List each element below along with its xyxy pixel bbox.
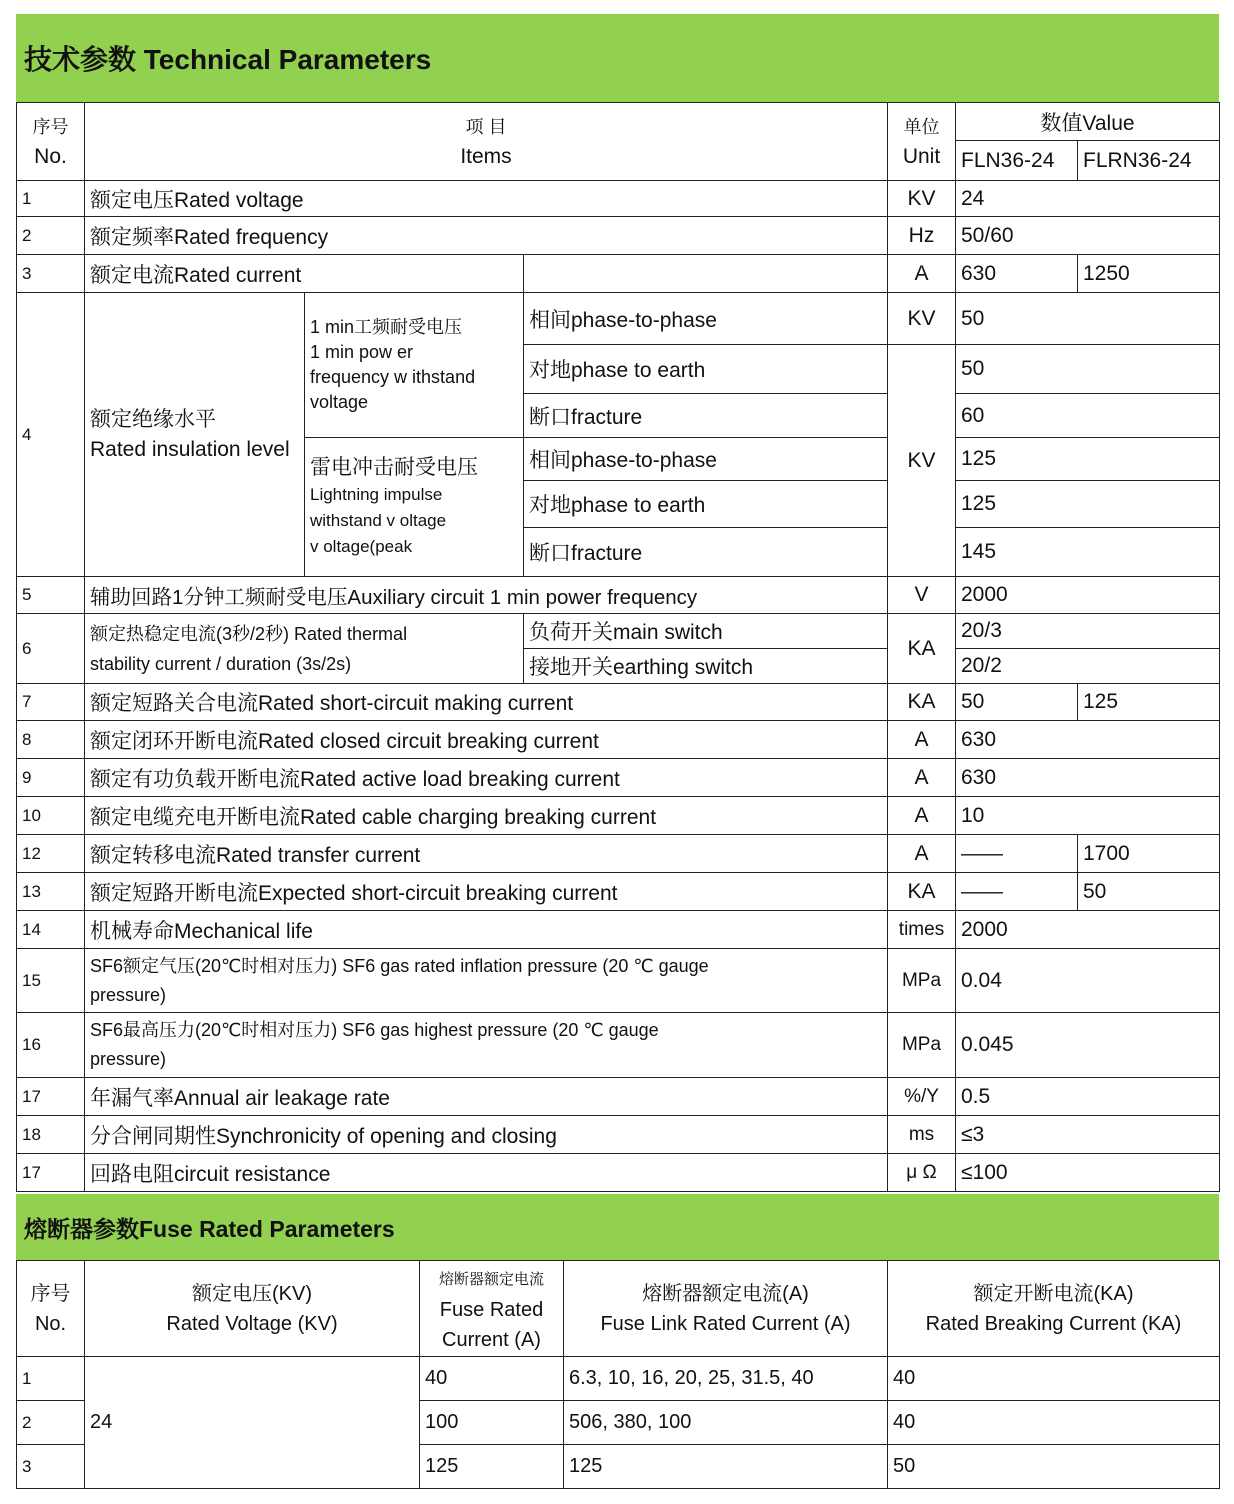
row-value: ≤3 <box>956 1116 1220 1154</box>
header-model-flrn: FLRN36-24 <box>1078 141 1220 181</box>
row-item: 额定频率Rated frequency <box>85 217 888 255</box>
row-value: 145 <box>956 528 1220 577</box>
table-row <box>17 577 1220 614</box>
row-item: SF6额定气压(20℃时相对压力) SF6 gas rated inflation pressure (20 ℃ gauge pressure) <box>85 949 888 1013</box>
row-value: 630 <box>956 721 1220 759</box>
row-voltage: 24 <box>85 1357 420 1489</box>
row-unit: A <box>888 759 956 797</box>
row-no: 13 <box>17 873 85 911</box>
table-row <box>17 181 1220 217</box>
row-unit: A <box>888 797 956 835</box>
row-no: 7 <box>17 684 85 721</box>
row-item: 额定电流Rated current <box>85 255 524 293</box>
row-no: 9 <box>17 759 85 797</box>
row-value: 10 <box>956 797 1220 835</box>
row-fuse-link: 506, 380, 100 <box>564 1401 888 1445</box>
row-value: 2000 <box>956 577 1220 614</box>
row-unit: KA <box>888 873 956 911</box>
row-unit: %/Y <box>888 1078 956 1116</box>
row-unit: KV <box>888 345 956 577</box>
table-row <box>17 614 1220 649</box>
row-unit: times <box>888 911 956 949</box>
header-no: 序号 No. <box>17 103 85 181</box>
header-model-fln: FLN36-24 <box>956 141 1078 181</box>
header-breaking-current: 额定开断电流(KA) Rated Breaking Current (KA) <box>888 1261 1220 1357</box>
table-row <box>17 949 1220 1013</box>
row-unit: KV <box>888 181 956 217</box>
row-value-fln: —— <box>956 873 1078 911</box>
row-fuse-link: 6.3, 10, 16, 20, 25, 31.5, 40 <box>564 1357 888 1401</box>
row-value: 630 <box>956 759 1220 797</box>
row-empty-cell <box>524 255 888 293</box>
row-unit: V <box>888 577 956 614</box>
row-value: 24 <box>956 181 1220 217</box>
row-breaking: 40 <box>888 1357 1220 1401</box>
header-items: 项 目 Items <box>85 103 888 181</box>
row-value: 125 <box>956 481 1220 528</box>
table-row <box>17 1013 1220 1078</box>
row-value: 20/2 <box>956 649 1220 684</box>
table-row <box>17 217 1220 255</box>
row-no: 15 <box>17 949 85 1013</box>
sub-item-earth: 对地phase to earth <box>524 481 888 528</box>
row-value: 50 <box>956 345 1220 394</box>
row-unit: A <box>888 835 956 873</box>
row-no: 6 <box>17 614 85 684</box>
row-item: 额定热稳定电流(3秒/2秒) Rated thermal stability current / duration (3s/2s) <box>85 614 524 684</box>
row-fuse-rated: 125 <box>420 1445 564 1489</box>
sub-item-phase: 相间phase-to-phase <box>524 438 888 481</box>
row-no: 1 <box>17 1357 85 1401</box>
row-item: 额定转移电流Rated transfer current <box>85 835 888 873</box>
row-unit: ms <box>888 1116 956 1154</box>
table-row <box>17 1078 1220 1116</box>
row-value-fln: 50 <box>956 684 1078 721</box>
row-unit: MPa <box>888 949 956 1013</box>
sub-item-phase: 相间phase-to-phase <box>524 293 888 345</box>
table-row <box>17 721 1220 759</box>
sub-item-earthing-switch: 接地开关earthing switch <box>524 649 888 684</box>
table-row <box>17 797 1220 835</box>
row-value: 0.045 <box>956 1013 1220 1078</box>
header-rated-voltage: 额定电压(KV) Rated Voltage (KV) <box>85 1261 420 1357</box>
row-no: 3 <box>17 255 85 293</box>
row-value: 60 <box>956 394 1220 438</box>
row-item: 额定有功负载开断电流Rated active load breaking current <box>85 759 888 797</box>
row-value: 20/3 <box>956 614 1220 649</box>
row-unit: A <box>888 721 956 759</box>
row-unit: Hz <box>888 217 956 255</box>
row-item: SF6最高压力(20℃时相对压力) SF6 gas highest pressure (20 ℃ gauge pressure) <box>85 1013 888 1078</box>
row-no: 1 <box>17 181 85 217</box>
table-row <box>17 759 1220 797</box>
row-value-flrn: 1250 <box>1078 255 1220 293</box>
row-value: 125 <box>956 438 1220 481</box>
row-fuse-link: 125 <box>564 1445 888 1489</box>
row-value: 0.5 <box>956 1078 1220 1116</box>
row-item: 额定绝缘水平 Rated insulation level <box>85 293 305 577</box>
row-value: ≤100 <box>956 1154 1220 1192</box>
row-no: 10 <box>17 797 85 835</box>
row-item: 额定短路开断电流Expected short-circuit breaking current <box>85 873 888 911</box>
header-fuse-link-current: 熔断器额定电流(A) Fuse Link Rated Current (A) <box>564 1261 888 1357</box>
row-no: 3 <box>17 1445 85 1489</box>
sub-item-lightning: 雷电冲击耐受电压 Lightning impulse withstand v oltage v oltage(peak <box>305 438 524 577</box>
row-value-flrn: 1700 <box>1078 835 1220 873</box>
row-unit: μ Ω <box>888 1154 956 1192</box>
sub-item-fracture: 断口fracture <box>524 528 888 577</box>
row-fuse-rated: 100 <box>420 1401 564 1445</box>
row-no: 4 <box>17 293 85 577</box>
row-no: 16 <box>17 1013 85 1078</box>
table-header-row <box>17 1261 1220 1357</box>
section-title-fuse <box>16 1194 1219 1260</box>
header-fuse-rated-current: 熔断器额定电流 Fuse Rated Current (A) <box>420 1261 564 1357</box>
row-item: 额定电压Rated voltage <box>85 181 888 217</box>
row-item: 额定闭环开断电流Rated closed circuit breaking current <box>85 721 888 759</box>
row-item: 额定短路关合电流Rated short-circuit making current <box>85 684 888 721</box>
row-value: 2000 <box>956 911 1220 949</box>
table-row <box>17 873 1220 911</box>
row-item: 辅助回路1分钟工频耐受电压Auxiliary circuit 1 min power frequency <box>85 577 888 614</box>
header-value: 数值Value <box>956 103 1220 141</box>
section-title-text: 熔断器参数Fuse Rated Parameters <box>24 1215 395 1242</box>
row-value-flrn: 125 <box>1078 684 1220 721</box>
row-item: 分合闸同期性Synchronicity of opening and closing <box>85 1116 888 1154</box>
row-no: 14 <box>17 911 85 949</box>
row-breaking: 50 <box>888 1445 1220 1489</box>
sub-item-earth: 对地phase to earth <box>524 345 888 394</box>
row-value: 50/60 <box>956 217 1220 255</box>
row-unit: KA <box>888 684 956 721</box>
sub-item-main-switch: 负荷开关main switch <box>524 614 888 649</box>
row-value: 50 <box>956 293 1220 345</box>
sub-item-power-frequency: 1 min工频耐受电压 1 min pow er frequency w ithstand voltage <box>305 293 524 438</box>
table-row <box>17 1154 1220 1192</box>
row-item: 回路电阻circuit resistance <box>85 1154 888 1192</box>
row-item: 额定电缆充电开断电流Rated cable charging breaking current <box>85 797 888 835</box>
header-unit: 单位 Unit <box>888 103 956 181</box>
section-title-text: 技术参数 Technical Parameters <box>24 44 432 75</box>
technical-parameters-table <box>16 102 1220 1192</box>
row-breaking: 40 <box>888 1401 1220 1445</box>
header-no: 序号 No. <box>17 1261 85 1357</box>
row-unit: KV <box>888 293 956 345</box>
table-header-row <box>17 103 1220 141</box>
row-fuse-rated: 40 <box>420 1357 564 1401</box>
sub-item-fracture: 断口fracture <box>524 394 888 438</box>
table-row <box>17 835 1220 873</box>
row-item: 年漏气率Annual air leakage rate <box>85 1078 888 1116</box>
section-title-technical <box>16 14 1219 102</box>
row-value: 0.04 <box>956 949 1220 1013</box>
row-no: 18 <box>17 1116 85 1154</box>
fuse-parameters-table <box>16 1260 1220 1489</box>
table-row <box>17 255 1220 293</box>
row-item: 机械寿命Mechanical life <box>85 911 888 949</box>
row-no: 2 <box>17 1401 85 1445</box>
row-no: 17 <box>17 1154 85 1192</box>
row-no: 8 <box>17 721 85 759</box>
row-unit: A <box>888 255 956 293</box>
row-no: 17 <box>17 1078 85 1116</box>
table-row <box>17 684 1220 721</box>
table-row <box>17 1357 1220 1401</box>
row-value-flrn: 50 <box>1078 873 1220 911</box>
row-value-fln: 630 <box>956 255 1078 293</box>
table-row <box>17 1116 1220 1154</box>
row-no: 5 <box>17 577 85 614</box>
row-no: 2 <box>17 217 85 255</box>
row-value-fln: —— <box>956 835 1078 873</box>
row-no: 12 <box>17 835 85 873</box>
row-unit: KA <box>888 614 956 684</box>
table-row <box>17 911 1220 949</box>
table-row <box>17 293 1220 345</box>
row-unit: MPa <box>888 1013 956 1078</box>
